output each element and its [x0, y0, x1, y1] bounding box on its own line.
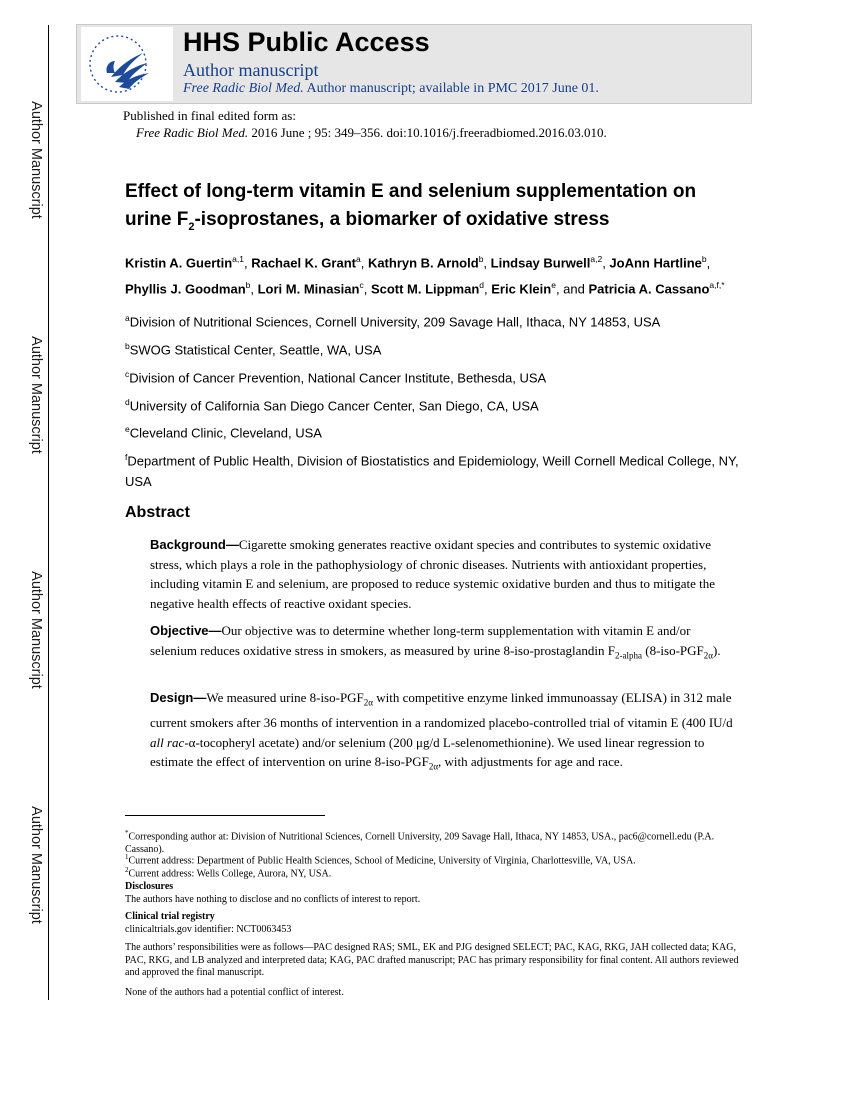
registry-heading: Clinical trial registry	[125, 911, 215, 922]
author-affiliation-mark: a,2	[590, 254, 603, 264]
affiliation: $^b$SWOG Statistical Center, Seattle, WA, USA	[125, 341, 382, 358]
disclosures-text: The authors have nothing to disclose and no conflicts of interest to report.	[125, 894, 421, 905]
author-list	[125, 248, 745, 301]
header-citation: Free Radic Biol Med. Author manuscript; available in PMC 2017 June 01.	[183, 81, 599, 96]
author-name: Kristin A. Guertin	[125, 255, 233, 271]
author-affiliation-mark: e	[551, 280, 556, 291]
affiliation: $^e$Cleveland Clinic, Cleveland, USA	[125, 424, 322, 441]
abstract-design: Design—We measured urine $8-iso-PGF_{2\alpha}$ with competitive enzyme linked immunoassay (ELISA) in 312 male current smokers after 36 months of intervention in a randomized placebo-controlled trial of vitamin E (400 IU/d all rac-α-tocopheryl acetate) and/or selenium (200 μg/d L-selenomethionine). We used linear regression to estimate the effect of intervention on urine $8-iso-PGF_{2\alpha}$, with adjustments for age and race.	[150, 690, 733, 772]
side-label: Author Manuscript	[28, 101, 45, 219]
author-separator: ,	[243, 255, 252, 271]
published-citation: Free Radic Biol Med. 2016 June ; 95: 349–356. doi:10.1016/j.freeradbiomed.2016.03.010.	[136, 125, 607, 140]
affiliation: $^a$Division of Nutritional Sciences, Cornell University, 209 Savage Hall, Ithaca, NY 14853, USA	[125, 313, 661, 330]
author-separator: ,	[360, 255, 368, 271]
author-name: Patricia A. Cassano	[588, 281, 710, 297]
author-name: Scott M. Lippman	[370, 281, 480, 297]
paper-title: Effect of long-term vitamin E and selenium supplementation on urine $F_2$-isoprostanes, a biomarker of oxidative stress	[125, 181, 697, 233]
author-responsibilities: The authors’ responsibilities were as follows—PAC designed RAS; SML, EK and PJG designed SELECT; PAC, KAG, RKG, JAH collected data; KAG, PAC, RKG, and LB analyzed and interpreted data; KAG, PAC drafted manuscript; PAC has primary responsibility for final content. All authors reviewed and approved the final manuscript.	[125, 942, 739, 978]
side-label: Author Manuscript	[28, 336, 45, 454]
left-margin-rule	[48, 25, 49, 1000]
abstract-heading: Abstract	[125, 504, 190, 521]
author-affiliation-mark: c	[359, 280, 364, 291]
affiliation: $^c$Division of Cancer Prevention, National Cancer Institute, Bethesda, USA	[125, 369, 547, 386]
registry-text: clinicaltrials.gov identifier: NCT0063453	[125, 924, 292, 935]
footnote-2: $^2$Current address: Wells College, Aurora, NY, USA.	[125, 866, 332, 880]
author-name: Kathryn B. Arnold	[367, 255, 479, 271]
footnote-1: $^1$Current address: Department of Public Health Sciences, School of Medicine, University of Virginia, Charlottesville, VA, USA.	[125, 853, 636, 867]
author-separator: ,	[363, 281, 371, 297]
footnote-rule	[125, 815, 325, 816]
author-affiliation-mark: a,f,*	[709, 280, 725, 291]
author-name: JoAnn Hartline	[609, 255, 702, 271]
author-affiliation-mark: b	[478, 254, 484, 264]
abstract-background: Background—Cigarette smoking generates reactive oxidant species and contributes to systemic oxidative stress, which plays a role in the pathophysiology of chronic diseases. Nutrients with antioxidant properties, including vitamin E and selenium, are proposed to reduce systemic oxidative burden and thus to mitigate the negative health effects of reactive oxidant species.	[150, 537, 715, 611]
author-separator: , and	[555, 281, 589, 297]
author-separator: ,	[706, 255, 711, 271]
hhs-title: HHS Public Access	[183, 27, 430, 57]
author-affiliation-mark: b	[701, 254, 707, 264]
author-affiliation-mark: d	[479, 280, 485, 291]
author-separator: ,	[484, 281, 492, 297]
side-label: Author Manuscript	[28, 571, 45, 689]
author-affiliation-mark: a	[355, 254, 361, 264]
affiliation: $^f$Department of Public Health, Division of Biostatistics and Epidemiology, Weill Cornell Medical College, NY, USA	[125, 452, 739, 490]
side-label: Author Manuscript	[28, 806, 45, 924]
author-affiliation-mark: a,1	[232, 254, 244, 264]
author-name: Lindsay Burwell	[490, 255, 591, 271]
author-name: Phyllis J. Goodman	[125, 281, 246, 297]
hhs-eagle-logo	[81, 27, 173, 101]
author-affiliation-mark: b	[245, 280, 251, 291]
author-name: Lori M. Minasian	[257, 281, 360, 297]
author-name: Rachael K. Grant	[251, 255, 356, 271]
published-label: Published in final edited form as:	[123, 108, 296, 123]
author-name: Eric Klein	[491, 281, 552, 297]
affiliation: $^d$University of California San Diego Cancer Center, San Diego, CA, USA	[125, 397, 539, 414]
author-separator: ,	[250, 281, 258, 297]
abstract-objective: Objective—Our objective was to determine whether long-term supplementation with vitamin E and/or selenium reduces oxidative stress in smokers, as measured by urine 8-iso-prostaglandin $F_{2-alpha}$ $(8-iso-PGF_{2\alpha})$.	[150, 623, 721, 661]
manuscript-type: Author manuscript	[183, 60, 319, 80]
author-separator: ,	[483, 255, 491, 271]
author-separator: ,	[602, 255, 610, 271]
hhs-header	[76, 24, 752, 104]
disclosures-heading: Disclosures	[125, 881, 174, 892]
conflict-statement: None of the authors had a potential conflict of interest.	[125, 987, 344, 998]
footnote-corresponding: *Corresponding author at: Division of Nutritional Sciences, Cornell University, 209 Savage Hall, Ithaca, NY 14853, USA., pac6@cornell.edu (P.A. Cassano).	[125, 829, 715, 855]
